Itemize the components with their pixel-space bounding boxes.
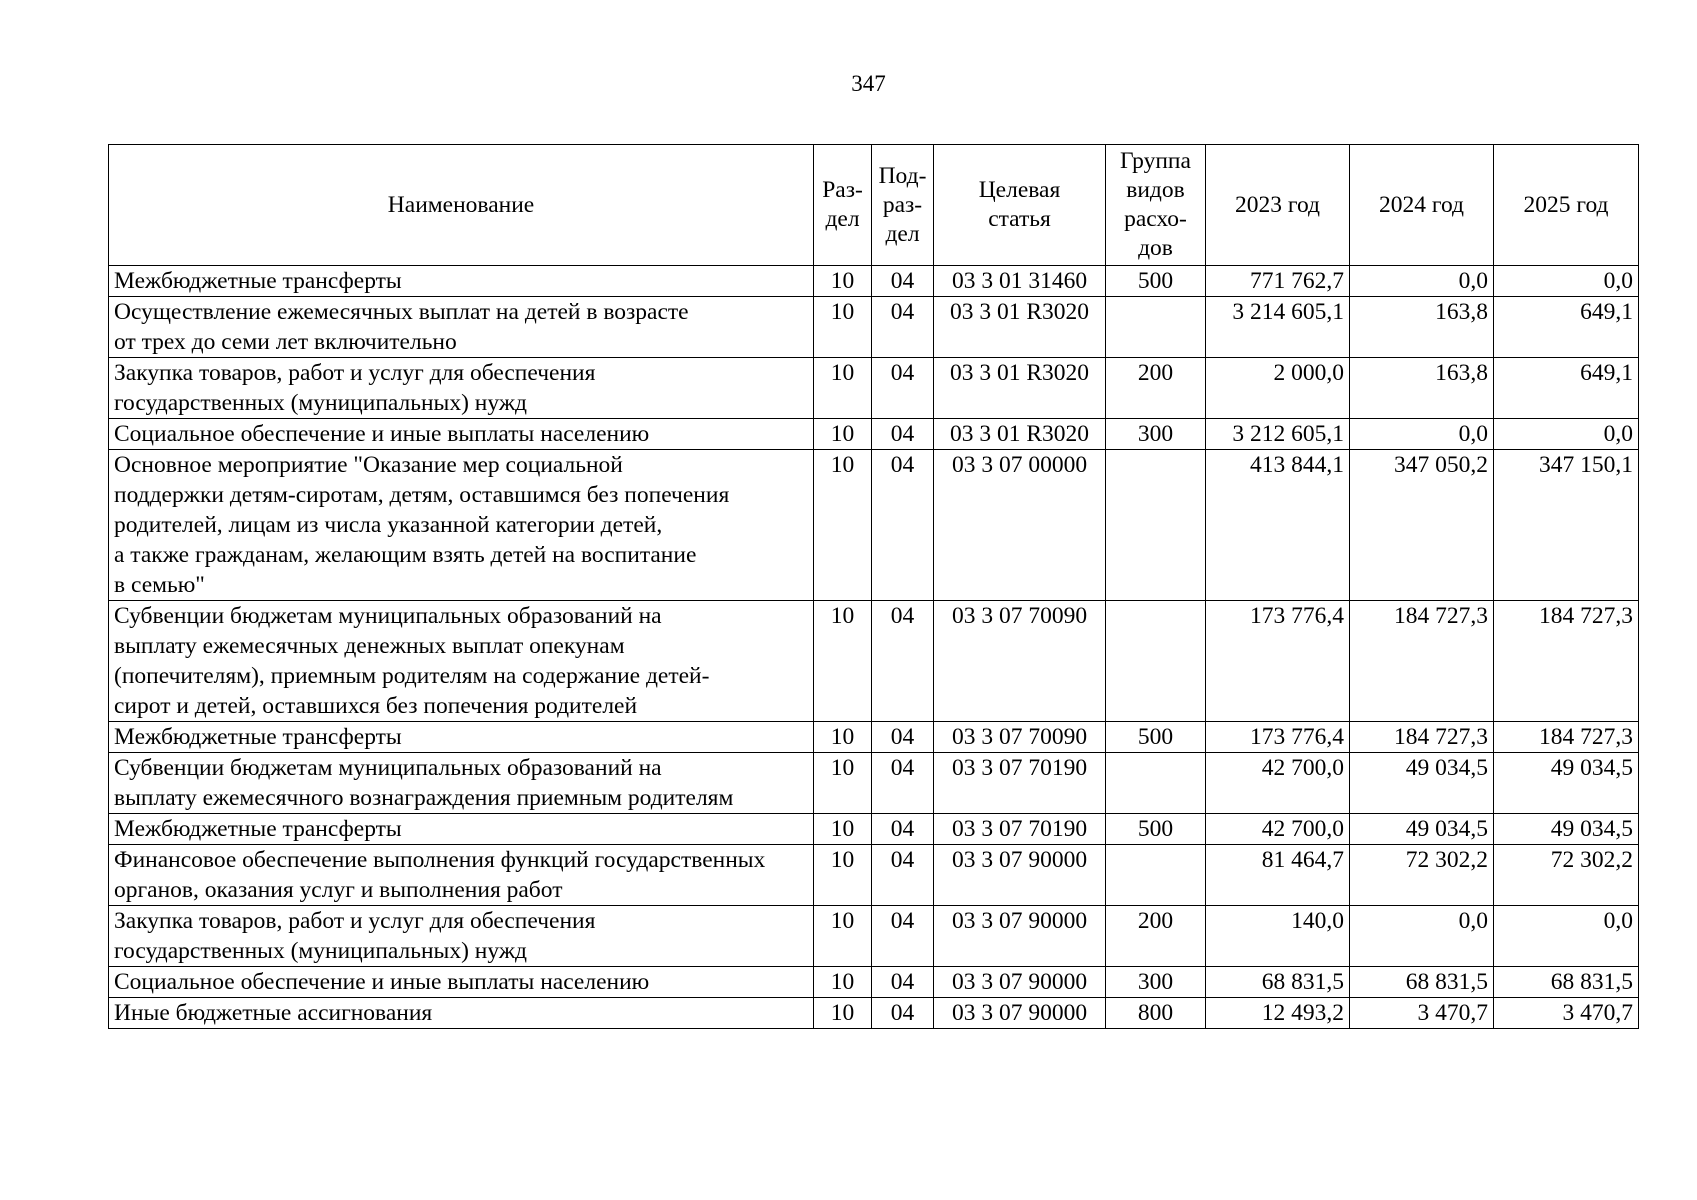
header-razdel: Раз- дел (814, 145, 872, 266)
cell-celevaya-statya: 03 3 07 70190 (934, 814, 1106, 845)
cell-2025: 0,0 (1494, 266, 1639, 297)
cell-podrazdel: 04 (872, 845, 934, 906)
cell-name: Закупка товаров, работ и услуг для обеспечения государственных (муниципальных) нужд (109, 358, 814, 419)
cell-name: Финансовое обеспечение выполнения функций государственных органов, оказания услуг и выполнения работ (109, 845, 814, 906)
table-row (109, 967, 1639, 998)
cell-podrazdel: 04 (872, 998, 934, 1029)
cell-razdel: 10 (814, 419, 872, 450)
cell-2023: 42 700,0 (1206, 753, 1350, 814)
cell-name: Субвенции бюджетам муниципальных образований на выплату ежемесячного вознаграждения приемным родителям (109, 753, 814, 814)
table-row (109, 450, 1639, 601)
cell-gruppa-vidov-rashodov: 800 (1106, 998, 1206, 1029)
cell-2024: 347 050,2 (1350, 450, 1494, 601)
cell-razdel: 10 (814, 906, 872, 967)
header-2023: 2023 год (1206, 145, 1350, 266)
cell-2023: 81 464,7 (1206, 845, 1350, 906)
cell-2023: 3 214 605,1 (1206, 297, 1350, 358)
cell-podrazdel: 04 (872, 358, 934, 419)
cell-2024: 0,0 (1350, 906, 1494, 967)
table-header-row (109, 145, 1639, 266)
cell-razdel: 10 (814, 967, 872, 998)
table-row (109, 601, 1639, 722)
cell-2025: 347 150,1 (1494, 450, 1639, 601)
cell-name: Социальное обеспечение и иные выплаты населению (109, 967, 814, 998)
cell-celevaya-statya: 03 3 07 00000 (934, 450, 1106, 601)
cell-celevaya-statya: 03 3 01 R3020 (934, 419, 1106, 450)
cell-gruppa-vidov-rashodov: 500 (1106, 722, 1206, 753)
cell-razdel: 10 (814, 814, 872, 845)
cell-2024: 163,8 (1350, 358, 1494, 419)
cell-2024: 68 831,5 (1350, 967, 1494, 998)
cell-2023: 173 776,4 (1206, 722, 1350, 753)
page-number: 347 (851, 71, 886, 96)
cell-podrazdel: 04 (872, 814, 934, 845)
cell-2023: 12 493,2 (1206, 998, 1350, 1029)
cell-celevaya-statya: 03 3 01 31460 (934, 266, 1106, 297)
table-row (109, 906, 1639, 967)
cell-2025: 49 034,5 (1494, 753, 1639, 814)
cell-gruppa-vidov-rashodov (1106, 601, 1206, 722)
cell-2025: 3 470,7 (1494, 998, 1639, 1029)
cell-celevaya-statya: 03 3 07 70090 (934, 601, 1106, 722)
cell-celevaya-statya: 03 3 01 R3020 (934, 358, 1106, 419)
header-podrazdel: Под- раз- дел (872, 145, 934, 266)
table-body (109, 266, 1639, 1029)
cell-podrazdel: 04 (872, 601, 934, 722)
cell-razdel: 10 (814, 358, 872, 419)
cell-2024: 184 727,3 (1350, 722, 1494, 753)
cell-name: Иные бюджетные ассигнования (109, 998, 814, 1029)
cell-gruppa-vidov-rashodov: 500 (1106, 266, 1206, 297)
budget-table (108, 144, 1639, 1029)
cell-gruppa-vidov-rashodov: 300 (1106, 419, 1206, 450)
cell-gruppa-vidov-rashodov (1106, 450, 1206, 601)
cell-2024: 0,0 (1350, 419, 1494, 450)
cell-name: Субвенции бюджетам муниципальных образований на выплату ежемесячных денежных выплат опекунам (попечителям), приемным родителям на содержание детей- сирот и детей, оставшихся без попечения родителей (109, 601, 814, 722)
cell-2025: 649,1 (1494, 358, 1639, 419)
cell-gruppa-vidov-rashodov (1106, 845, 1206, 906)
cell-2025: 0,0 (1494, 419, 1639, 450)
cell-gruppa-vidov-rashodov: 200 (1106, 906, 1206, 967)
cell-celevaya-statya: 03 3 07 90000 (934, 906, 1106, 967)
cell-name: Межбюджетные трансферты (109, 814, 814, 845)
table-row (109, 722, 1639, 753)
cell-razdel: 10 (814, 753, 872, 814)
header-gruppa-vidov-rashodov: Группа видов расхо- дов (1106, 145, 1206, 266)
cell-razdel: 10 (814, 450, 872, 601)
cell-2023: 173 776,4 (1206, 601, 1350, 722)
cell-gruppa-vidov-rashodov (1106, 753, 1206, 814)
header-2024: 2024 год (1350, 145, 1494, 266)
cell-2023: 68 831,5 (1206, 967, 1350, 998)
table-row (109, 998, 1639, 1029)
cell-gruppa-vidov-rashodov: 500 (1106, 814, 1206, 845)
cell-2025: 72 302,2 (1494, 845, 1639, 906)
cell-podrazdel: 04 (872, 967, 934, 998)
cell-2024: 163,8 (1350, 297, 1494, 358)
cell-2025: 184 727,3 (1494, 722, 1639, 753)
table-row (109, 419, 1639, 450)
table-row (109, 358, 1639, 419)
cell-podrazdel: 04 (872, 906, 934, 967)
header-2025: 2025 год (1494, 145, 1639, 266)
cell-razdel: 10 (814, 266, 872, 297)
cell-gruppa-vidov-rashodov: 300 (1106, 967, 1206, 998)
cell-podrazdel: 04 (872, 450, 934, 601)
cell-2025: 0,0 (1494, 906, 1639, 967)
cell-name: Осуществление ежемесячных выплат на детей в возрасте от трех до семи лет включительно (109, 297, 814, 358)
cell-2023: 42 700,0 (1206, 814, 1350, 845)
cell-podrazdel: 04 (872, 297, 934, 358)
cell-gruppa-vidov-rashodov: 200 (1106, 358, 1206, 419)
table-row (109, 845, 1639, 906)
cell-podrazdel: 04 (872, 266, 934, 297)
cell-razdel: 10 (814, 601, 872, 722)
cell-podrazdel: 04 (872, 722, 934, 753)
cell-2023: 413 844,1 (1206, 450, 1350, 601)
cell-razdel: 10 (814, 722, 872, 753)
cell-name: Социальное обеспечение и иные выплаты населению (109, 419, 814, 450)
cell-2023: 3 212 605,1 (1206, 419, 1350, 450)
cell-podrazdel: 04 (872, 753, 934, 814)
cell-name: Закупка товаров, работ и услуг для обеспечения государственных (муниципальных) нужд (109, 906, 814, 967)
cell-celevaya-statya: 03 3 07 70090 (934, 722, 1106, 753)
cell-razdel: 10 (814, 845, 872, 906)
cell-celevaya-statya: 03 3 07 90000 (934, 845, 1106, 906)
cell-gruppa-vidov-rashodov (1106, 297, 1206, 358)
cell-name: Межбюджетные трансферты (109, 266, 814, 297)
cell-2023: 140,0 (1206, 906, 1350, 967)
cell-2024: 3 470,7 (1350, 998, 1494, 1029)
cell-celevaya-statya: 03 3 07 90000 (934, 967, 1106, 998)
cell-podrazdel: 04 (872, 419, 934, 450)
cell-celevaya-statya: 03 3 07 70190 (934, 753, 1106, 814)
cell-2025: 68 831,5 (1494, 967, 1639, 998)
cell-2024: 184 727,3 (1350, 601, 1494, 722)
cell-celevaya-statya: 03 3 01 R3020 (934, 297, 1106, 358)
header-celevaya-statya: Целевая статья (934, 145, 1106, 266)
cell-2024: 49 034,5 (1350, 753, 1494, 814)
table-row (109, 297, 1639, 358)
cell-2025: 649,1 (1494, 297, 1639, 358)
cell-2025: 49 034,5 (1494, 814, 1639, 845)
table-row (109, 814, 1639, 845)
cell-2023: 2 000,0 (1206, 358, 1350, 419)
cell-name: Основное мероприятие "Оказание мер социальной поддержки детям-сиротам, детям, оставшимся без попечения родителей, лицам из числа указанной категории детей, а также гражданам, желающим взять детей на воспитание в семью" (109, 450, 814, 601)
cell-2024: 0,0 (1350, 266, 1494, 297)
cell-razdel: 10 (814, 297, 872, 358)
cell-2023: 771 762,7 (1206, 266, 1350, 297)
table-row (109, 266, 1639, 297)
table-row (109, 753, 1639, 814)
cell-name: Межбюджетные трансферты (109, 722, 814, 753)
header-name: Наименование (109, 145, 814, 266)
cell-2024: 49 034,5 (1350, 814, 1494, 845)
cell-2024: 72 302,2 (1350, 845, 1494, 906)
cell-razdel: 10 (814, 998, 872, 1029)
cell-celevaya-statya: 03 3 07 90000 (934, 998, 1106, 1029)
cell-2025: 184 727,3 (1494, 601, 1639, 722)
